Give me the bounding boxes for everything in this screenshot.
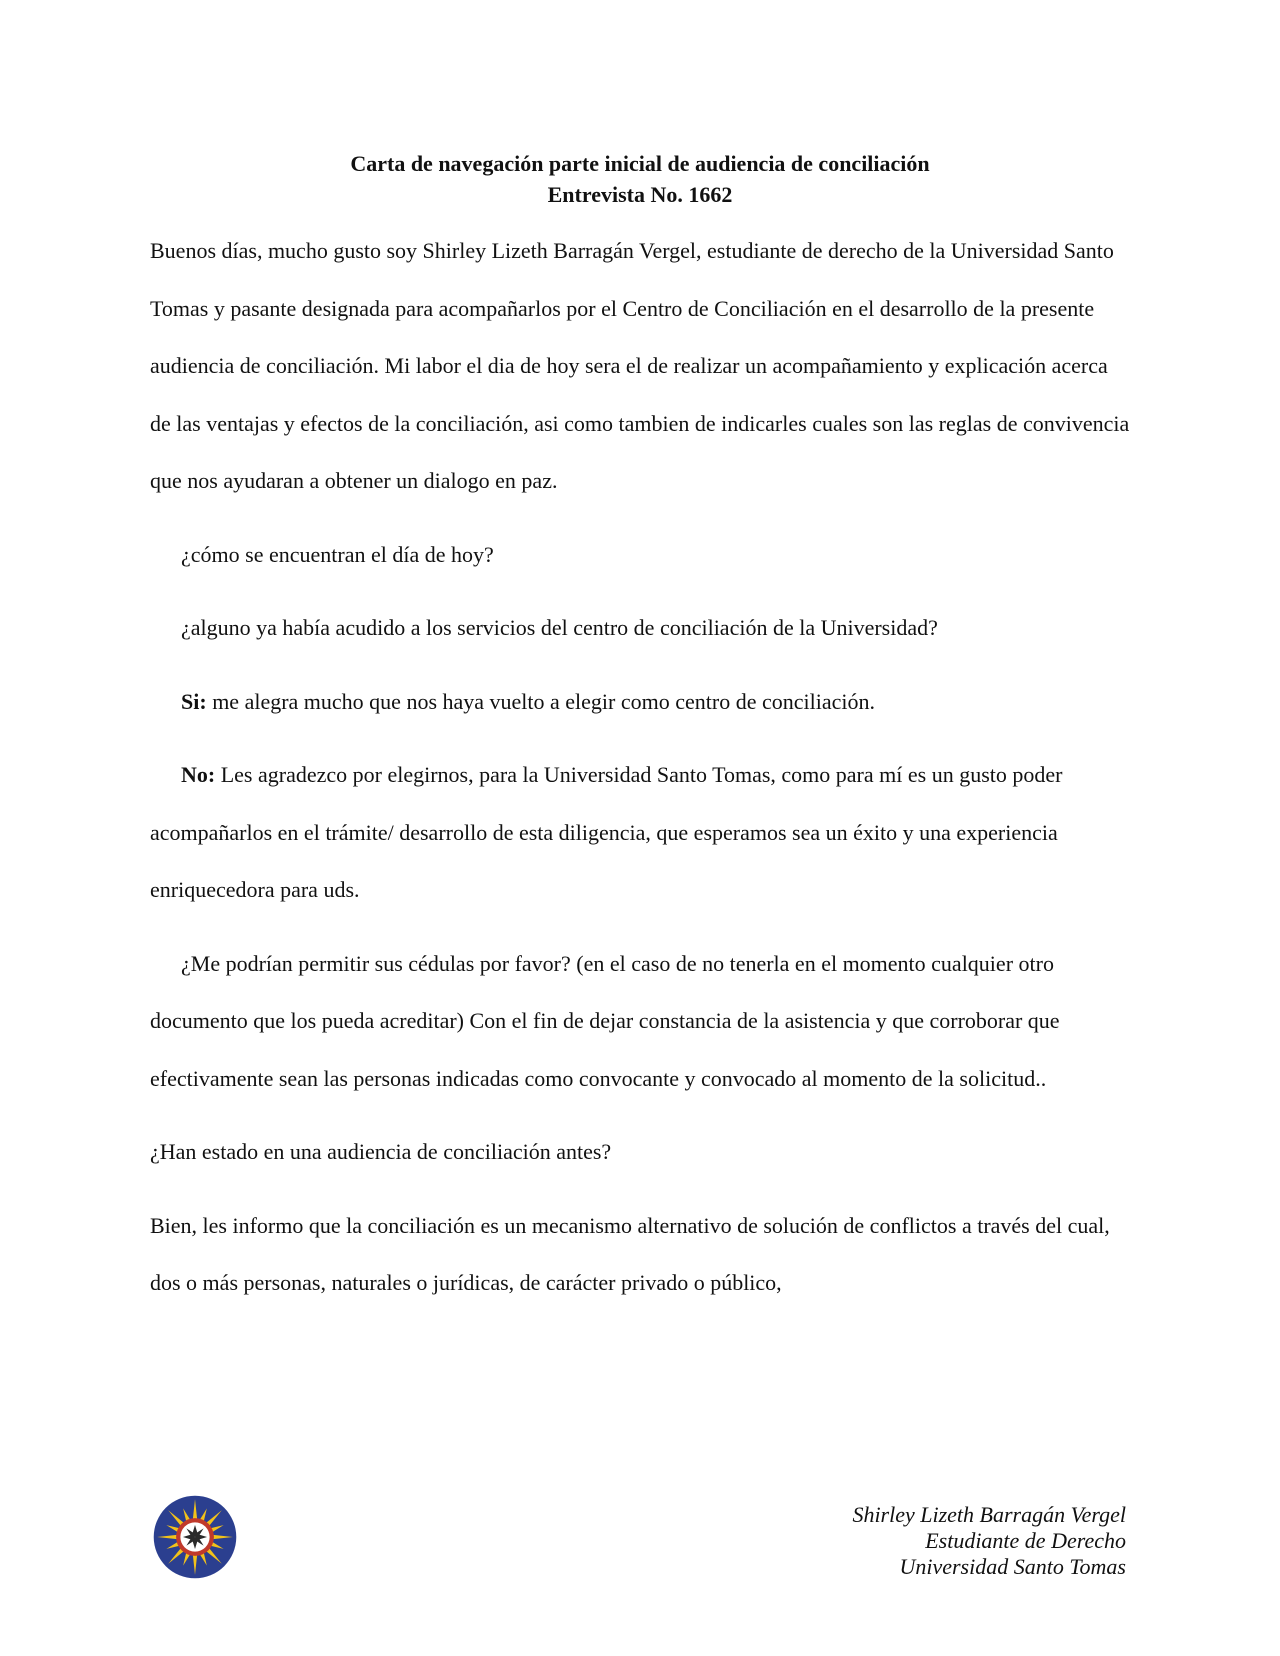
question-how-are-you: ¿cómo se encuentran el día de hoy? [181, 541, 494, 567]
answer-no-label: No: [181, 762, 216, 787]
answer-yes-paragraph [150, 673, 1130, 731]
signature-block [852, 1502, 1126, 1580]
signature-role: Estudiante de Derecho [925, 1528, 1126, 1553]
cedulas-paragraph: ¿Me podrían permitir sus cédulas por favor? (en el caso de no tenerla en el momento cualquier otro documento que los pueda acreditar) Con el fin de dejar constancia de la asistencia y que corroborar que efectivamente sean las personas indicadas como convocante y convocado al momento de la solicitud.. [150, 950, 1060, 1091]
signature-name: Shirley Lizeth Barragán Vergel [852, 1502, 1126, 1527]
explanation-paragraph: Bien, les informo que la conciliación es un mecanismo alternativo de solución de conflictos a través del cual, dos o más personas, naturales o jurídicas, de carácter privado o público, [150, 1212, 1110, 1295]
answer-no-text: Les agradezco por elegirnos, para la Universidad Santo Tomas, como para mí es un gusto poder acompañarlos en el trámite/ desarrollo de esta diligencia, que esperamos sea un éxito y una experiencia enriquecedora para uds. [150, 762, 1063, 902]
page-footer [150, 1494, 1130, 1594]
answer-yes-label: Si: [181, 688, 207, 714]
title-line-1: Carta de navegación parte inicial de audiencia de conciliación [350, 151, 930, 176]
document-page [150, 148, 1130, 1312]
question-prior-visit: ¿alguno ya había acudido a los servicios del centro de conciliación de la Universidad? [181, 615, 938, 640]
title-line-2: Entrevista No. 1662 [547, 182, 733, 207]
question-prior-hearing: ¿Han estado en una audiencia de conciliación antes? [150, 1139, 612, 1164]
answer-no-paragraph [150, 746, 1130, 919]
document-title [150, 148, 1130, 210]
intro-paragraph: Buenos días, mucho gusto soy Shirley Lizeth Barragán Vergel, estudiante de derecho de la Universidad Santo Tomas y pasante designada para acompañarlos por el Centro de Conciliación en el desarrollo de la presente audiencia de conciliación. Mi labor el dia de hoy sera el de realizar un acompañamiento y explicación acerca de las ventajas y efectos de la conciliación, asi como tambien de indicarles cuales son las reglas de convivencia que nos ayudaran a obtener un dialogo en paz. [150, 238, 1130, 493]
signature-institution: Universidad Santo Tomas [899, 1554, 1126, 1579]
answer-yes-text: me alegra mucho que nos haya vuelto a elegir como centro de conciliación. [206, 688, 875, 714]
university-seal-sun-logo-icon [152, 1494, 238, 1580]
